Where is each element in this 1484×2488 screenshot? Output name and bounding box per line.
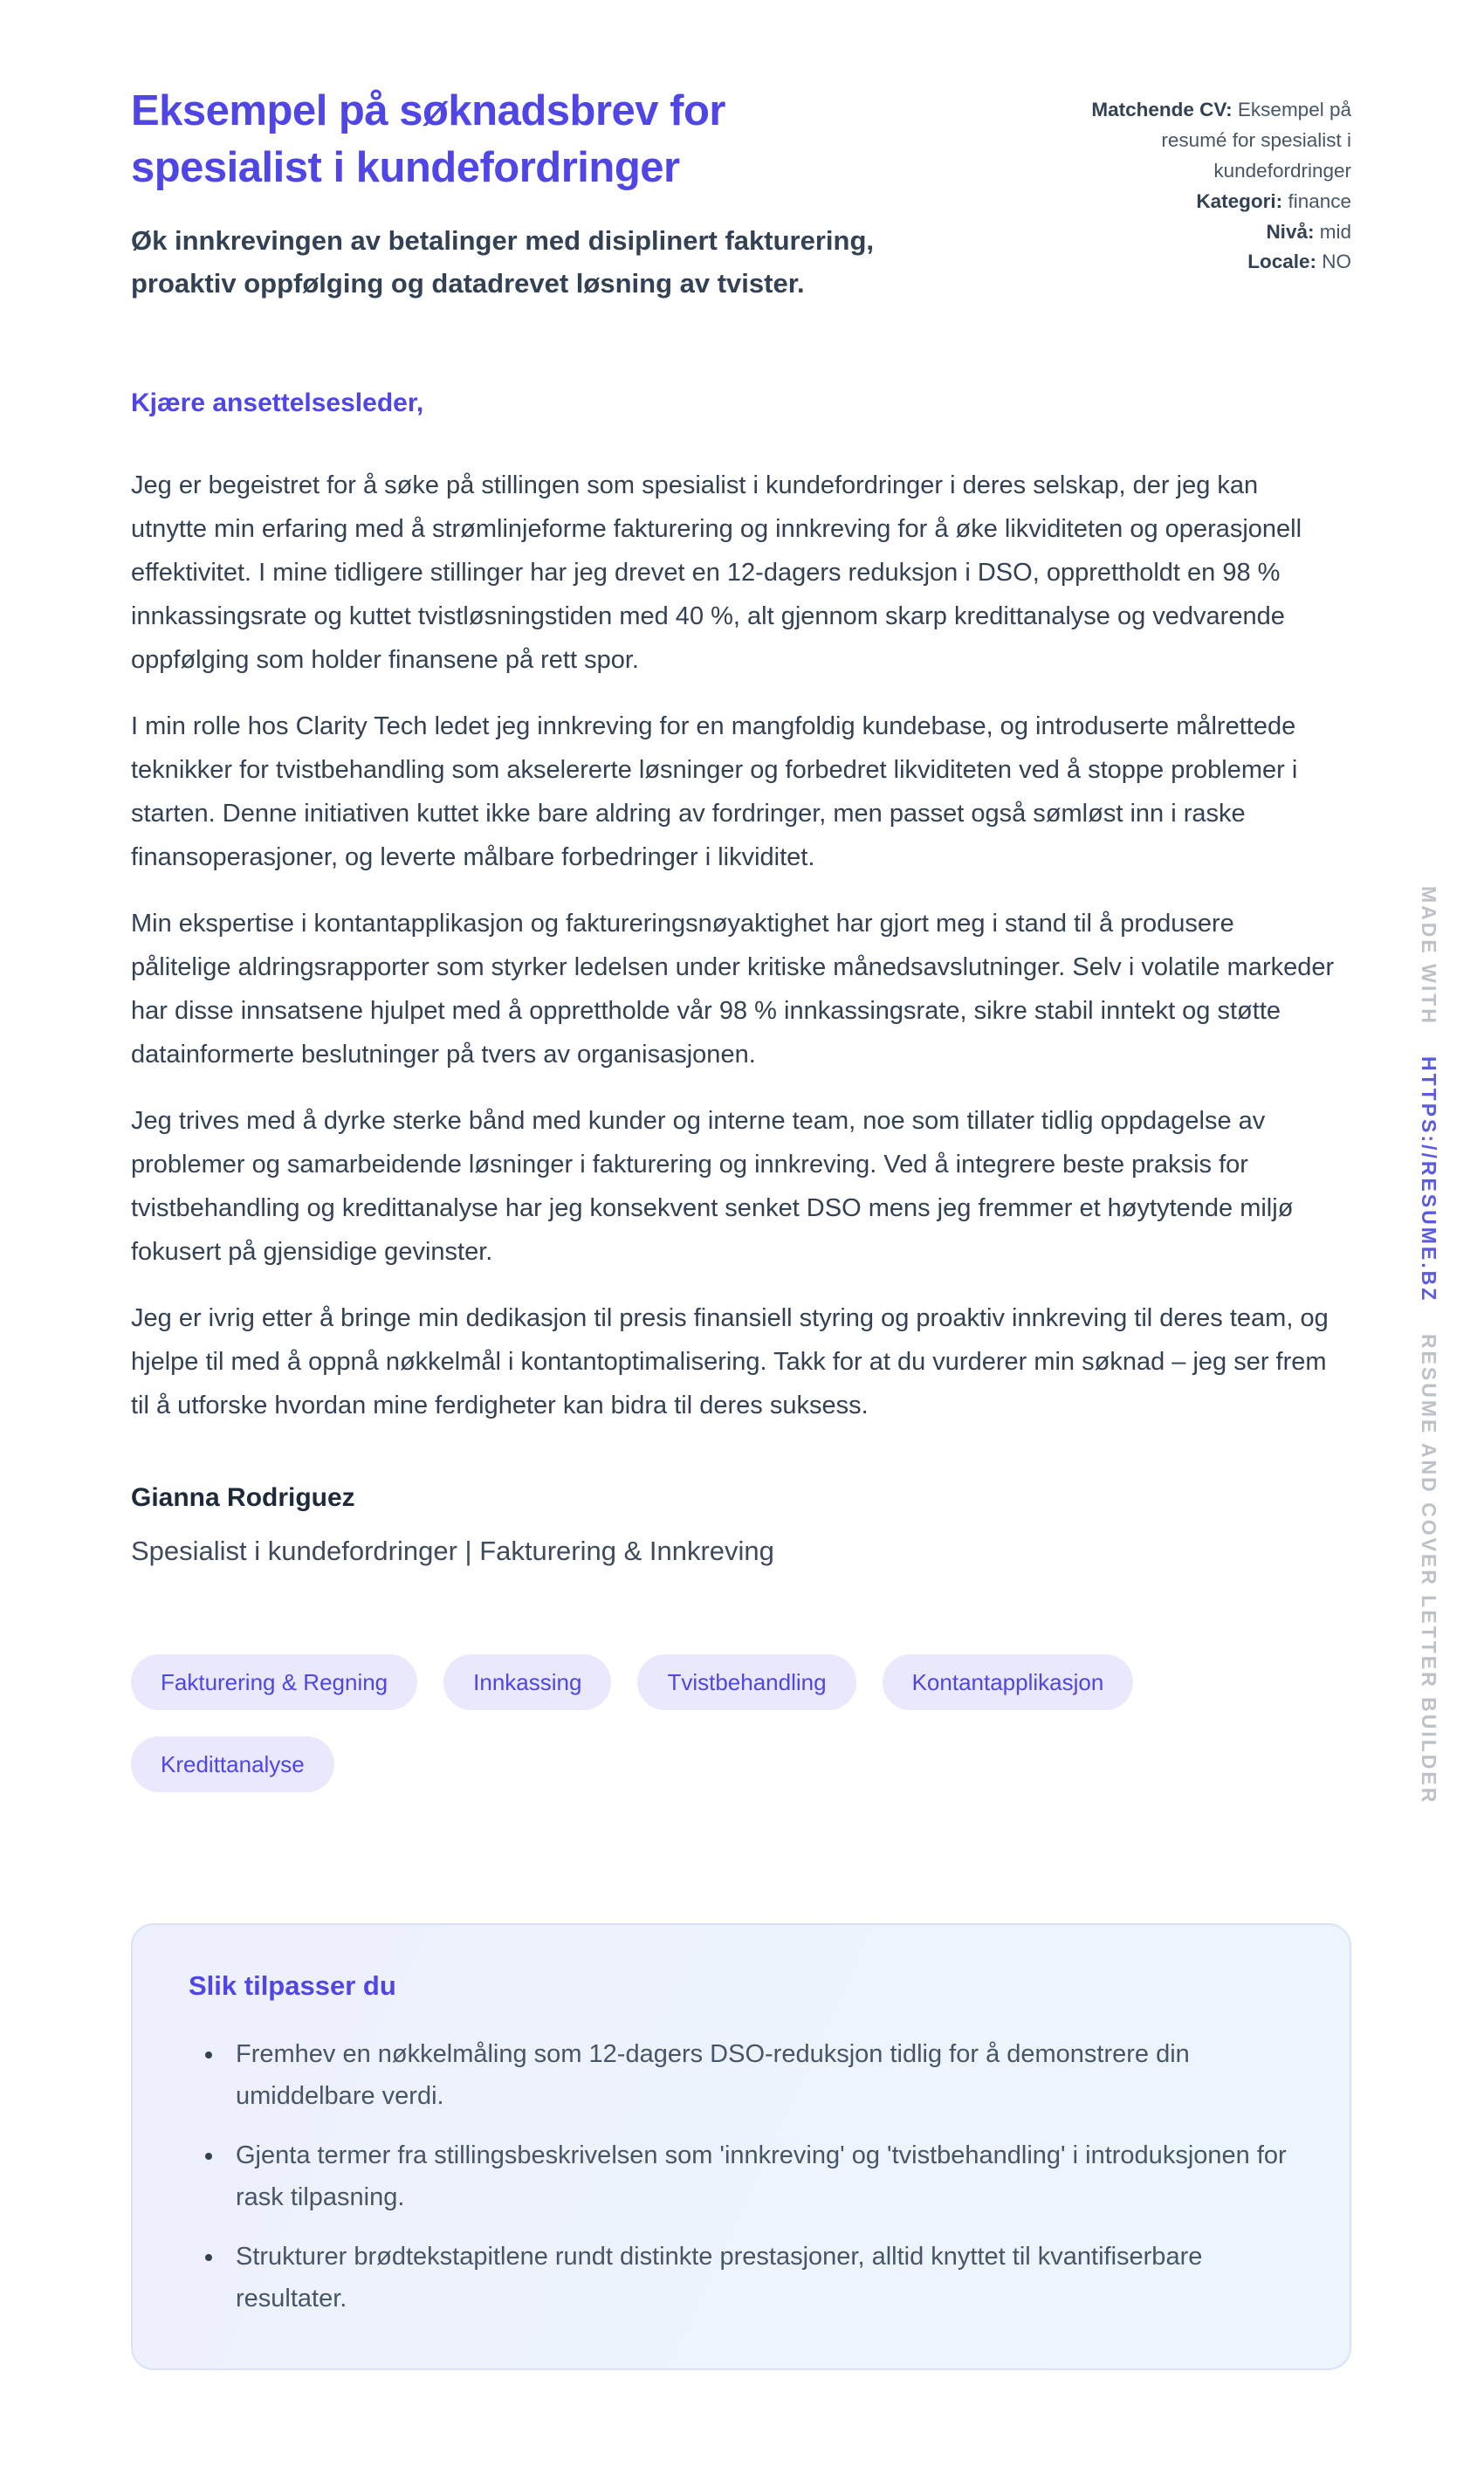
page-title: Eksempel på søknadsbrev for spesialist i kundefordringer [131,87,725,191]
skill-tag: Kontantapplikasjon [883,1654,1134,1710]
skill-tag: Tvistbehandling [637,1654,855,1710]
signature-block [131,1483,1351,1567]
meta-value: finance [1288,189,1351,212]
tips-title: Slik tilpasser du [189,1970,396,2002]
letter-paragraph: Jeg er begeistret for å søke på stillingen som spesialist i kundefordringer i deres selskap, der jeg kan utnytte min erfaring med å strømlinjeforme fakturering og innkreving for å øke likviditeten og operasjonell effektivitet. I mine tidligere stillinger har jeg drevet en 12-dagers reduksjon i DSO, opprettholdt en 98 % innkassingsrate og kuttet tvistløsningstiden med 40 %, alt gjennom skarp kredittanalyse og vedvarende oppfølging som holder finansene på rett spor. [131,471,1302,675]
resume-bz-link[interactable]: HTTPS://RESUME.BZ [1418,1056,1440,1303]
tips-box [131,1923,1351,2370]
letter-greeting: Kjære ansettelsesleder, [131,388,424,418]
cover-letter-body [131,388,1351,1567]
skill-tag: Kredittanalyse [131,1736,334,1792]
header [131,83,1351,306]
tip-item: • Fremhev en nøkkelmåling som 12-dagers DSO-reduksjon tidlig for å demonstrere din umiddelbare verdi. [225,2033,1294,2117]
letter-paragraph: I min rolle hos Clarity Tech ledet jeg innkreving for en mangfoldig kundebase, og introduserte målrettede teknikker for tvistbehandling som akselererte løsninger og forbedret likviditeten ved å stoppe problemer i starten. Denne initiativen kuttet ikke bare aldring av fordringer, men passet også sømløst inn i raske finansoperasjoner, og leverte målbare forbedringer i likviditet. [131,712,1298,872]
page-subtitle: Øk innkrevingen av betalinger med disiplinert fakturering, proaktiv oppfølging og datadrevet løsning av tvister. [131,225,874,299]
letter-paragraph: Jeg er ivrig etter å bringe min dedikasjon til presis finansiell styring og proaktiv innkreving til deres team, og hjelpe til med å oppnå nøkkelmål i kontantoptimalisering. Takk for at du vurderer min søknad – jeg ser frem til å utforske hvordan mine ferdigheter kan bidra til deres suksess. [131,1304,1329,1420]
skill-tag: Fakturering & Regning [131,1654,417,1710]
skill-tag: Innkassing [443,1654,611,1710]
meta-value: mid [1319,220,1351,243]
skill-tags [131,1654,1351,1792]
meta-label: Nivå: [1266,220,1315,243]
signature-name: Gianna Rodriguez [131,1483,355,1513]
meta-label: Locale: [1247,251,1316,273]
made-with-watermark [1417,886,1440,1804]
meta-label: Kategori: [1196,189,1283,212]
meta-row-matching-cv [1044,95,1351,187]
tips-list [189,2033,1294,2320]
main-content [131,0,1351,2370]
meta-row-category [1044,187,1351,217]
header-title-block [131,83,956,306]
letter-paragraph: Jeg trives med å dyrke sterke bånd med kunder og interne team, noe som tillater tidlig oppdagelse av problemer og samarbeidende løsninger i fakturering og innkreving. Ved å integrere beste praksis for tvistbehandling og kredittanalyse har jeg konsekvent senket DSO mens jeg fremmer et høytytende miljø fokusert på gjensidige gevinster. [131,1107,1294,1267]
meta-label: Matchende CV: [1091,99,1233,120]
letter-paragraph: Min ekspertise i kontantapplikasjon og faktureringsnøyaktighet har gjort meg i stand til å produsere pålitelige aldringsrapporter som styrker ledelsen under kritiske månedsavslutninger. Selv i volatile markeder har disse innsatsene hjulpet med å opprettholde vår 98 % innkassingsrate, sikre stabil inntekt og støtte datainformerte beslutninger på tvers av organisasjonen. [131,910,1335,1069]
meta-panel [1044,83,1351,278]
signature-role: Spesialist i kundefordringer | Fakturering & Innkreving [131,1536,774,1567]
meta-value: Eksempel på resumé for spesialist i kundefordringer [1161,99,1351,182]
meta-value: NO [1322,251,1351,273]
tip-item: • Strukturer brødtekstapitlene rundt distinkte prestasjoner, alltid knyttet til kvantifiserbare resultater. [225,2236,1294,2320]
meta-row-level [1044,217,1351,248]
tip-item: • Gjenta termer fra stillingsbeskrivelsen som 'innkreving' og 'tvistbehandling' i introduksjonen for rask tilpasning. [225,2134,1294,2218]
meta-row-locale [1044,247,1351,278]
watermark-prefix: MADE WITH [1418,886,1440,1026]
watermark-suffix: RESUME AND COVER LETTER BUILDER [1418,1333,1440,1805]
